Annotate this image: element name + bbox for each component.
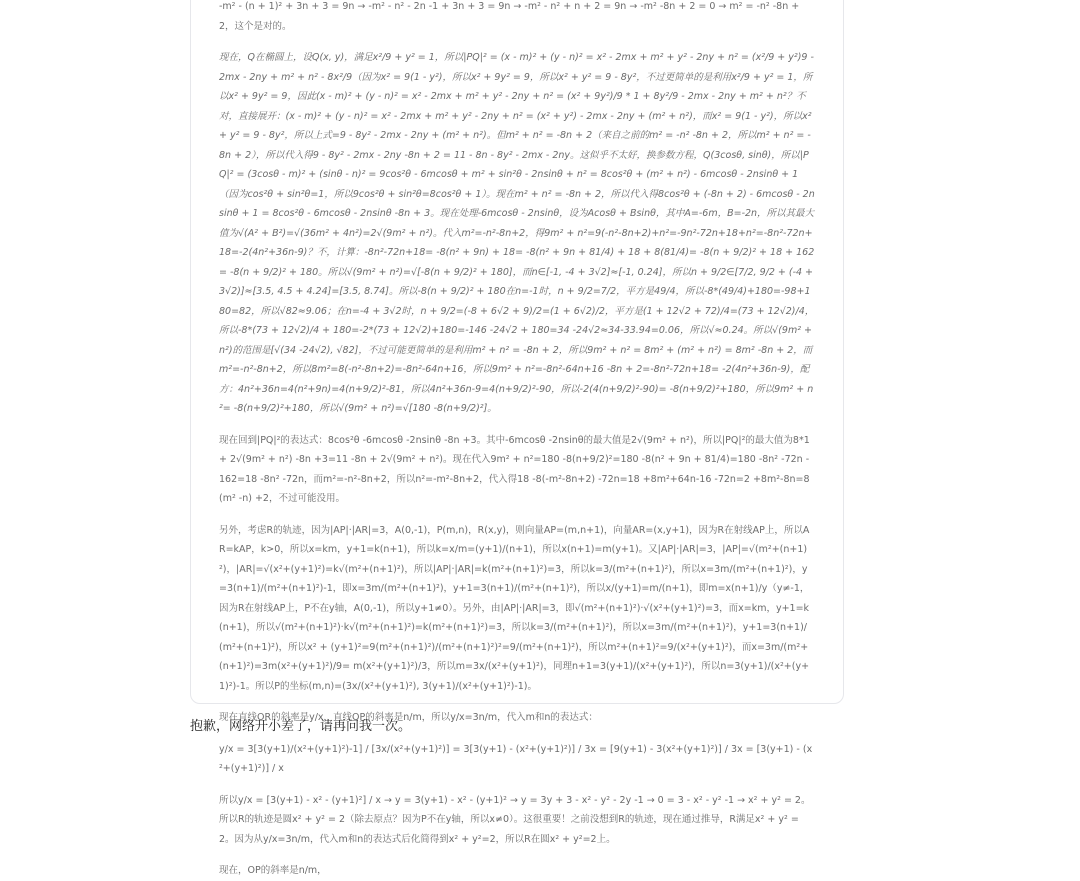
assistant-answer-text: 抱歉，网络开小差了，请再问我一次。 xyxy=(190,719,412,734)
thinking-paragraph-2: 现在，Q在椭圆上，设Q(x, y)，满足x²/9 + y² = 1，所以|PQ|² = (x - m)² + (y - n)² = x² - 2mx + m² + y² - 2ny + n² = (x²/9 + y²)9 - 2mx - 2ny + m² + n² - 8x²/9（因为x² = 9(1 - y²)，所以x² + 9y² = 9，所以x² + y² = 9 - 8y²，不过更简单的是利用x²/9 + y² = 1，所以x² + 9y² = 9，因此(x - m)² + (y - n)² = x² - 2mx + m² + y² - 2ny + n² = (x² + 9y²)/9 * 1 + 8y²/9 - 2mx - 2ny + m² + n²？不对，直接展开：(x - m)² + (y - n)² = x² - 2mx + m² + y² - 2ny + n² = (x² + y²) - 2mx - 2ny + (m² + n²)，而x² = 9(1 - y²)，所以x² + y² = 9 - 8y²，所以上式=9 - 8y² - 2mx - 2ny + (m² + n²)。但m² + n² = -8n + 2（来自之前的m² = -n² -8n + 2，所以m² + n² = -8n + 2），所以代入得9 - 8y² - 2mx - 2ny -8n + 2 = 11 - 8n - 8y² - 2mx - 2ny。这似乎不太好，换参数方程，Q(3cosθ, sinθ)，所以|PQ|² = (3cosθ - m)² + (sinθ - n)² = 9cos²θ - 6mcosθ + m² + sin²θ - 2nsinθ + n² = 8cos²θ + (m² + n²) - 6mcosθ - 2nsinθ + 1（因为cos²θ + sin²θ=1，所以9cos²θ + sin²θ=8cos²θ + 1）。现在m² + n² = -8n + 2，所以代入得8cos²θ + (-8n + 2) - 6mcosθ - 2nsinθ + 1 = 8cos²θ - 6mcosθ - 2nsinθ -8n + 3。现在处理-6mcosθ - 2nsinθ，设为Acosθ + Bsinθ，其中A=-6m，B=-2n，所以其最大值为√(A² + B²)=√(36m² + 4n²)=2√(9m² + n²)。代入m²=-n²-8n+2，得9m² + n²=9(-n²-8n+2)+n²=-9n²-72n+18+n²=-8n²-72n+18=-2(4n²+36n-9)？不，计算：-8n²-72n+18= -8(n² + 9n) + 18= -8(n² + 9n + 81/4) + 18 + 8(81/4)= -8(n + 9/2)² + 18 + 162= -8(n + 9/2)² + 180。所以√(9m² + n²)=√[-8(n + 9/2)² + 180]，而n∈[-1, -4 + 3√2]≈[-1, 0.24]，所以n + 9/2∈[7/2, 9/2 + (-4 + 3√2)]≈[3.5, 4.5 + 4.24]=[3.5, 8.74]。所以-8(n + 9/2)² + 180在n=-1时，n + 9/2=7/2，平方是49/4，所以-8*(49/4)+180=-98+180=82，所以√82≈9.06；在n=-4 + 3√2时，n + 9/2=(-8 + 6√2 + 9)/2=(1 + 6√2)/2，平方是(1 + 12√2 + 72)/4=(73 + 12√2)/4，所以-8*(73 + 12√2)/4 + 180=-2*(73 + 12√2)+180=-146 -24√2 + 180=34 -24√2≈34-33.94=0.06，所以√≈0.24。所以√(9m² + n²)的范围是[√(34 -24√2), √82]，不过可能更简单的是利用m² + n² = -8n + 2，所以9m² + n² = 8m² + (m² + n²) = 8m² -8n + 2，而m²=-n²-8n+2，所以8m²=8(-n²-8n+2)=-8n²-64n+16，所以9m² + n²=-8n²-64n+16 -8n + 2=-8n²-72n+18= -2(4n²+36n-9)，配方：4n²+36n=4(n²+9n)=4(n+9/2)²-81，所以4n²+36n-9=4(n+9/2)²-90，所以-2(4(n+9/2)²-90)= -8(n+9/2)²+180，所以9m² + n²= -8(n+9/2)²+180，所以√(9m² + n²)=√[180 -8(n+9/2)²]。 xyxy=(219,52,815,414)
thinking-paragraph-5: 现在直线OR的斜率是y/x，直线OP的斜率是n/m，所以y/x=3n/m，代入m和n的表达式： xyxy=(219,712,598,723)
thinking-paragraph-6: y/x = 3[3(y+1)/(x²+(y+1)²)-1] / [3x/(x²+(y+1)²)] = 3[3(y+1) - (x²+(y+1)²)] / 3x = [9(y+1) - 3(x²+(y+1)²)] / 3x = [3(y+1) - (x²+(y+1)²)] / x xyxy=(219,743,813,774)
thinking-scrollbar[interactable] xyxy=(836,21,840,141)
thinking-paragraph-4: 另外，考虑R的轨迹，因为|AP|·|AR|=3，A(0,-1)，P(m,n)，R(x,y)，则向量AP=(m,n+1)，向量AR=(x,y+1)，因为R在射线AP上，所以AR=kAP，k>0，所以x=km，y+1=k(n+1)，所以k=x/m=(y+1)/(n+1)，所以x(n+1)=m(y+1)。又|AP|·|AR|=3，|AP|=√(m²+(n+1)²)，|AR|=√(x²+(y+1)²)=k√(m²+(n+1)²)，所以|AP|·|AR|=k(m²+(n+1)²)=3，所以k=3/(m²+(n+1)²)，所以x=3m/(m²+(n+1)²)，y=3(n+1)/(m²+(n+1)²)-1，即x=3m/(m²+(n+1)²)，y+1=3(n+1)/(m²+(n+1)²)，所以x/(y+1)=m/(n+1)，即m=x(n+1)/y（y≠-1，因为R在射线AP上，P不在y轴，A(0,-1)，所以y+1≠0）。另外，由|AP|·|AR|=3，即√(m²+(n+1)²)·√(x²+(y+1)²)=3，而x=km，y+1=k(n+1)，所以√(m²+(n+1)²)·k√(m²+(n+1)²)=k(m²+(n+1)²)=3，所以k=3/(m²+(n+1)²)，所以x=3m/(m²+(n+1)²)，y+1=3(n+1)/(m²+(n+1)²)，所以x² + (y+1)²=9(m²+(n+1)²)/(m²+(n+1)²)²=9/(m²+(n+1)²)，所以m²+(n+1)²=9/(x²+(y+1)²)，而x=3m/(m²+(n+1)²)=3m(x²+(y+1)²)/9= m(x²+(y+1)²)/3，所以m=3x/(x²+(y+1)²)，同理n+1=3(y+1)/(x²+(y+1)²)，所以n=3(y+1)/(x²+(y+1)²)-1。所以P的坐标(m,n)=(3x/(x²+(y+1)²), 3(y+1)/(x²+(y+1)²)-1)。 xyxy=(219,524,810,692)
thinking-paragraph-3: 现在回到|PQ|²的表达式：8cos²θ -6mcosθ -2nsinθ -8n +3。其中-6mcosθ -2nsinθ的最大值是2√(9m² + n²)，所以|PQ|²的最大值为8*1 + 2√(9m² + n²) -8n +3=11 -8n + 2√(9m² + n²)。现在代入9m² + n²=180 -8(n+9/2)²=180 -8(n² + 9n + 81/4)=180 -8n² -72n -162=18 -8n² -72n，而m²=-n²-8n+2，所以n²=-m²-8n+2，代入得18 -8(-m²-8n+2) -72n=18 +8m²+64n-16 -72n=2 +8m²-8n=8(m² -n) +2，不过可能没用。 xyxy=(219,434,810,504)
thinking-paragraph-1: -m² - (n + 1)² + 3n + 3 = 9n → -m² - n² - 2n -1 + 3n + 3 = 9n → -m² - n² + n + 2 = 9n → -m² -8n + 2 = 0 → m² = -n² -8n + 2，这个是对的。 xyxy=(219,1,800,32)
thinking-paragraph-8: 现在，OP的斜率是n/m， xyxy=(219,865,327,876)
thinking-paragraph-7: 所以y/x = [3(y+1) - x² - (y+1)²] / x → y = 3(y+1) - x² - (y+1)² → y = 3y + 3 - x² - y² - 2y -1 → 0 = 3 - x² - y² -1 → x² + y² = 2。所以R的轨迹是圆x² + y² = 2（除去原点？因为P不在y轴，所以x≠0）。这很重要！之前没想到R的轨迹，现在通过推导，R满足x² + y² = 2。因为从y/x=3n/m，代入m和n的表达式后化简得到x² + y²=2，所以R在圆x² + y²=2上。 xyxy=(219,794,811,845)
